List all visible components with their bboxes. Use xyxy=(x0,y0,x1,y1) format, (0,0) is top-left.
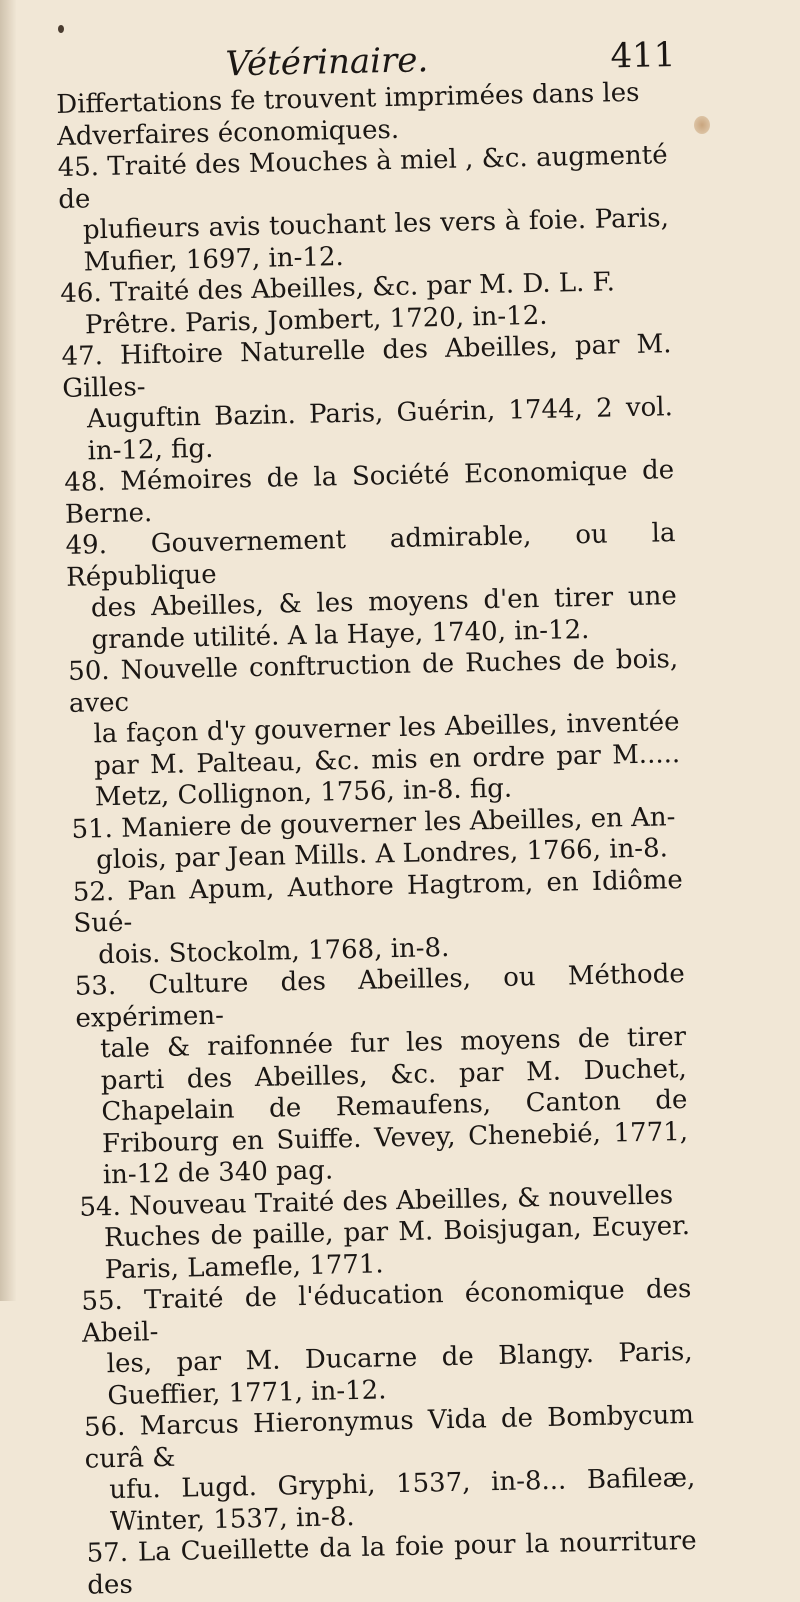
entry-continuation: dois. Stockolm, 1768, in-8. xyxy=(97,932,450,970)
entry-first-line: Nouvelle conftruction de Ruches de bois, avec xyxy=(68,644,679,719)
book-page xyxy=(55,27,698,1601)
foxing-stain xyxy=(694,116,710,134)
entry-continuation: Ruches de paille, par M. Boisjugan, Ecuyer. Paris, Lamefle, 1771. xyxy=(103,1210,691,1285)
entry-number: 50. xyxy=(67,655,122,687)
entry-continuation: ufu. Lugd. Gryphi, 1537, in-8... Bafileæ, Winter, 1537, in-8. xyxy=(109,1462,696,1537)
entry-first-line: Gouvernement admirable, ou la République xyxy=(65,518,676,593)
continuation-paragraph: Differtations fe trouvent imprimées dans les Adverfaires économiques. xyxy=(56,77,640,152)
entry-first-line: Mémoires de la Société Economique de Berne. xyxy=(64,455,675,530)
entry-first-line: Traité des Abeilles, &c. par M. D. L. F. xyxy=(109,267,616,308)
page-number: 411 xyxy=(610,35,676,77)
entry-number: 52. xyxy=(72,876,128,908)
bibliography-entry xyxy=(75,959,689,1192)
bibliography-entry xyxy=(79,1179,691,1286)
entry-number: 48. xyxy=(63,466,121,498)
ink-dot xyxy=(58,25,64,33)
entry-number: 51. xyxy=(71,813,122,845)
bibliography-list xyxy=(57,140,697,1601)
entry-first-line: Nouveau Traité des Abeilles, & nouvelles xyxy=(128,1179,674,1222)
entry-continuation: Prêtre. Paris, Jombert, 1720, in-12. xyxy=(84,300,548,340)
entry-first-line: La Cueillette da la foie pour la nourriture des xyxy=(87,1525,697,1601)
bibliography-entry xyxy=(68,644,681,814)
entry-continuation: les, par M. Ducarne de Blangy. Paris, Gueffier, 1771, in-12. xyxy=(106,1336,693,1411)
bibliography-entry xyxy=(84,1400,697,1539)
bibliography-entry xyxy=(81,1274,694,1413)
entry-first-line: Culture des Abeilles, ou Méthode expérimen- xyxy=(75,959,686,1034)
bibliography-entry xyxy=(57,140,670,279)
entry-first-line: Marcus Hieronymus Vida de Bombycum curâ & xyxy=(84,1399,695,1475)
bibliography-entry xyxy=(73,865,685,972)
entry-number: 49. xyxy=(65,529,152,561)
bibliography-entry xyxy=(86,1526,697,1602)
entry-number: 47. xyxy=(61,340,121,372)
entry-number: 54. xyxy=(79,1191,130,1223)
entry-continuation: plufieurs avis touchant les vers à foie. Paris, Mufier, 1697, in-12. xyxy=(82,203,670,277)
entry-number: 56. xyxy=(83,1411,140,1443)
bibliography-entry xyxy=(65,518,678,657)
entry-first-line: Traité de l'éducation économique des Abeil- xyxy=(81,1273,692,1349)
entry-number: 46. xyxy=(60,277,111,309)
entry-first-line: Maniere de gouverner les Abeilles, en An- xyxy=(120,801,676,844)
entry-number: 55. xyxy=(81,1285,145,1317)
entry-first-line: Pan Apum, Authore Hagtrom, en Idiôme Sué- xyxy=(73,864,684,939)
entry-continuation: Auguftin Bazin. Paris, Guérin, 1744, 2 vol. in-12, fig. xyxy=(86,392,674,466)
entry-continuation: tale & raifonnée fur les moyens de tirer parti des Abeilles, &c. par M. Duchet, Chapelain de Remaufens, Canton de Fribourg en Suiffe. Vevey, Chenebié, 1771, in-12 de 340 pag. xyxy=(99,1022,689,1191)
entry-continuation: glois, par Jean Mills. A Londres, 1766, in-8. xyxy=(95,833,669,876)
bibliography-entry xyxy=(61,329,674,468)
entry-continuation: la façon d'y gouverner les Abeilles, inventée par M. Palteau, &c. mis en ordre par M..... Metz, Collignon, 1756, in-8. fig. xyxy=(93,707,681,813)
entry-number: 57. xyxy=(86,1537,139,1569)
entry-continuation: des Abeilles, & les moyens d'en tirer une grande utilité. A la Haye, 1740, in-12. xyxy=(90,581,678,655)
entry-first-line: Hiftoire Naturelle des Abeilles, par M. Gilles- xyxy=(61,329,672,404)
entry-first-line: Traité des Mouches à miel , &c. augmenté de xyxy=(58,140,668,215)
bibliography-text xyxy=(56,77,698,1601)
book-spine-edge xyxy=(0,0,16,1301)
entry-number: 45. xyxy=(57,151,108,183)
entry-number: 53. xyxy=(74,970,149,1002)
running-title: Vétérinaire. xyxy=(225,40,429,85)
